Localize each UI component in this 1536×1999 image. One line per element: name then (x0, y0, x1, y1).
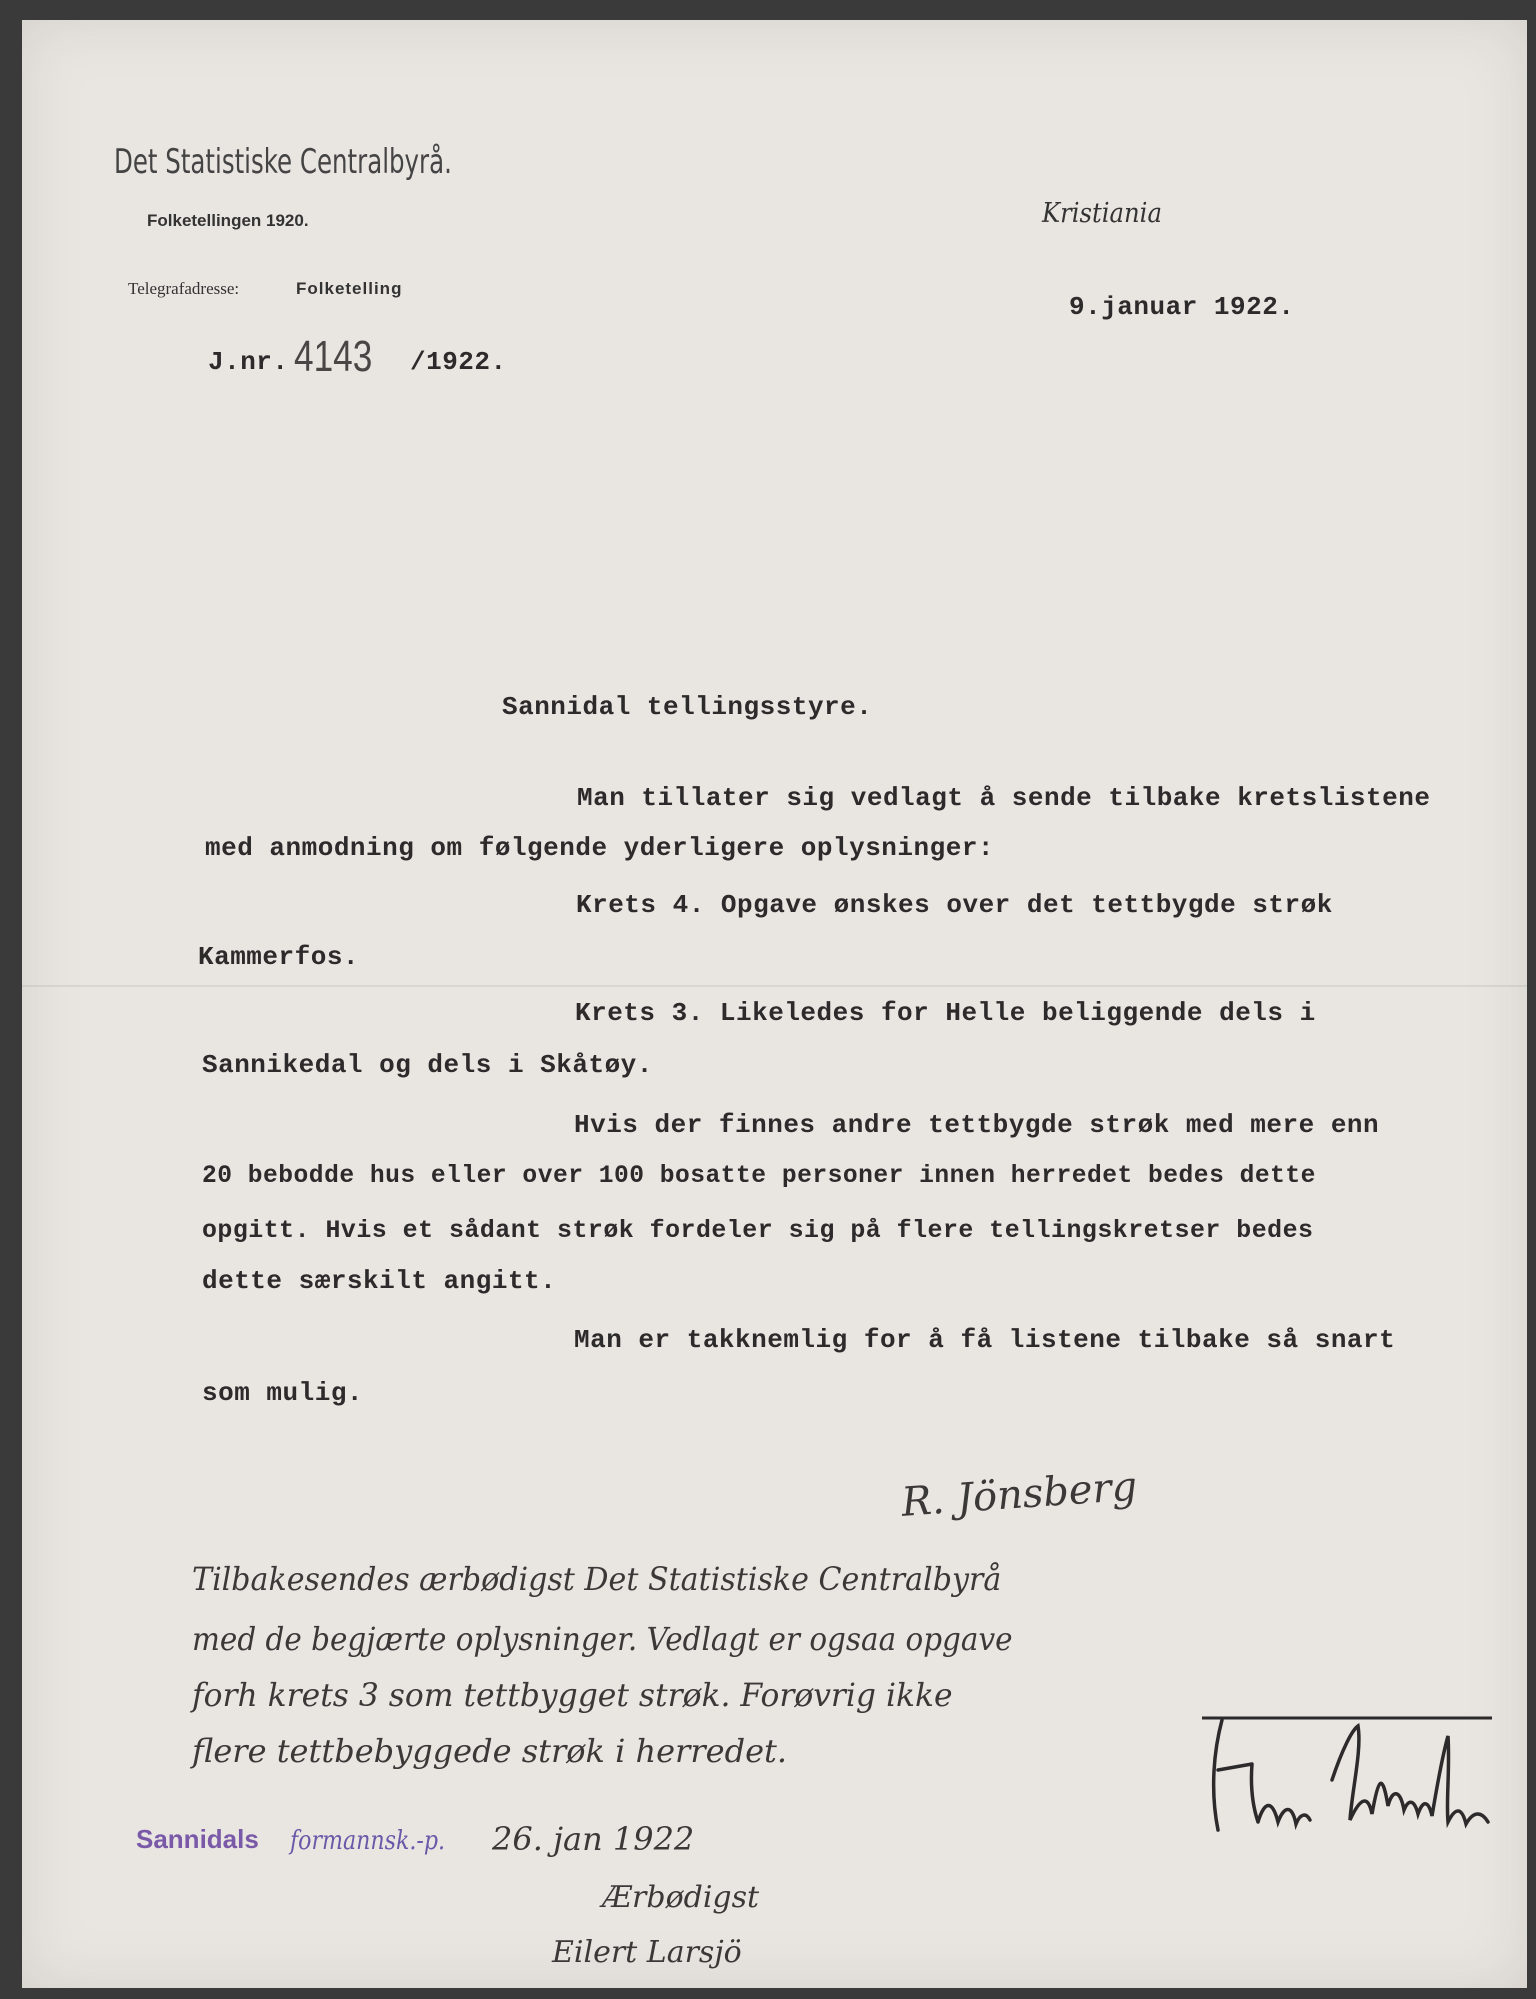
stamp-name: Sannidals (136, 1824, 259, 1854)
place-name: Kristiania (1042, 198, 1162, 229)
body-line: Kammerfos. (198, 942, 360, 972)
recipient: Sannidal tellingsstyre. (502, 692, 873, 722)
body-line: 20 bebodde hus eller over 100 bosatte personer innen herredet bedes dette (202, 1163, 1316, 1190)
fold-line (22, 985, 1527, 987)
body-line: Krets 3. Likeledes for Helle beliggende dels i (575, 998, 1316, 1028)
closing-line: Eilert Larsjö (552, 1935, 742, 1970)
reference-number: 4143 (294, 332, 373, 381)
reply-line: med de begjærte oplysninger. Vedlagt er ogsaa opgave (192, 1620, 1013, 1658)
body-line: Krets 4. Opgave ønskes over det tettbygde strøk (576, 890, 1333, 920)
body-line: med anmodning om følgende yderligere oplysninger: (205, 833, 995, 863)
reply-line: flere tettbebyggede strøk i herredet. (192, 1732, 788, 1770)
body-line: Man tillater sig vedlagt å sende tilbake kretslistene (577, 783, 1431, 813)
telegraf-label: Telegrafadresse: (128, 279, 240, 298)
reply-line: Tilbakesendes ærbødigst Det Statistiske Centralbyrå (192, 1560, 1002, 1598)
body-line: Man er takknemlig for å få listene tilbake så snart (574, 1325, 1396, 1355)
closing-line: Ærbødigst (602, 1880, 760, 1915)
stamp-title: formannsk.-p. (290, 1826, 446, 1856)
letterhead-organization: Det Statistiske Centralbyrå. (114, 142, 452, 182)
letter-page (22, 20, 1527, 1988)
letter-date: 9.januar 1922. (1069, 292, 1295, 322)
body-line: som mulig. (202, 1378, 364, 1408)
reply-line: forh krets 3 som tettbygget strøk. Forøvrig ikke (192, 1676, 953, 1714)
official-signature (1192, 1710, 1502, 1870)
body-line: Sannikedal og dels i Skåtøy. (202, 1050, 653, 1080)
stamp-date: 26. jan 1922 (492, 1820, 695, 1858)
reference-prefix: J.nr. (208, 347, 289, 377)
body-line: opgitt. Hvis et sådant strøk fordeler sig på flere tellingskretser bedes (202, 1217, 1314, 1245)
clerk-signature: R. Jönsberg (900, 1463, 1139, 1526)
telegraf-value: Folketelling (296, 279, 403, 298)
body-line: Hvis der finnes andre tettbygde strøk med mere enn (574, 1110, 1380, 1140)
body-line: dette særskilt angitt. (202, 1266, 557, 1296)
letterhead-subtitle: Folketellingen 1920. (147, 211, 309, 230)
reference-suffix: /1922. (410, 347, 507, 377)
